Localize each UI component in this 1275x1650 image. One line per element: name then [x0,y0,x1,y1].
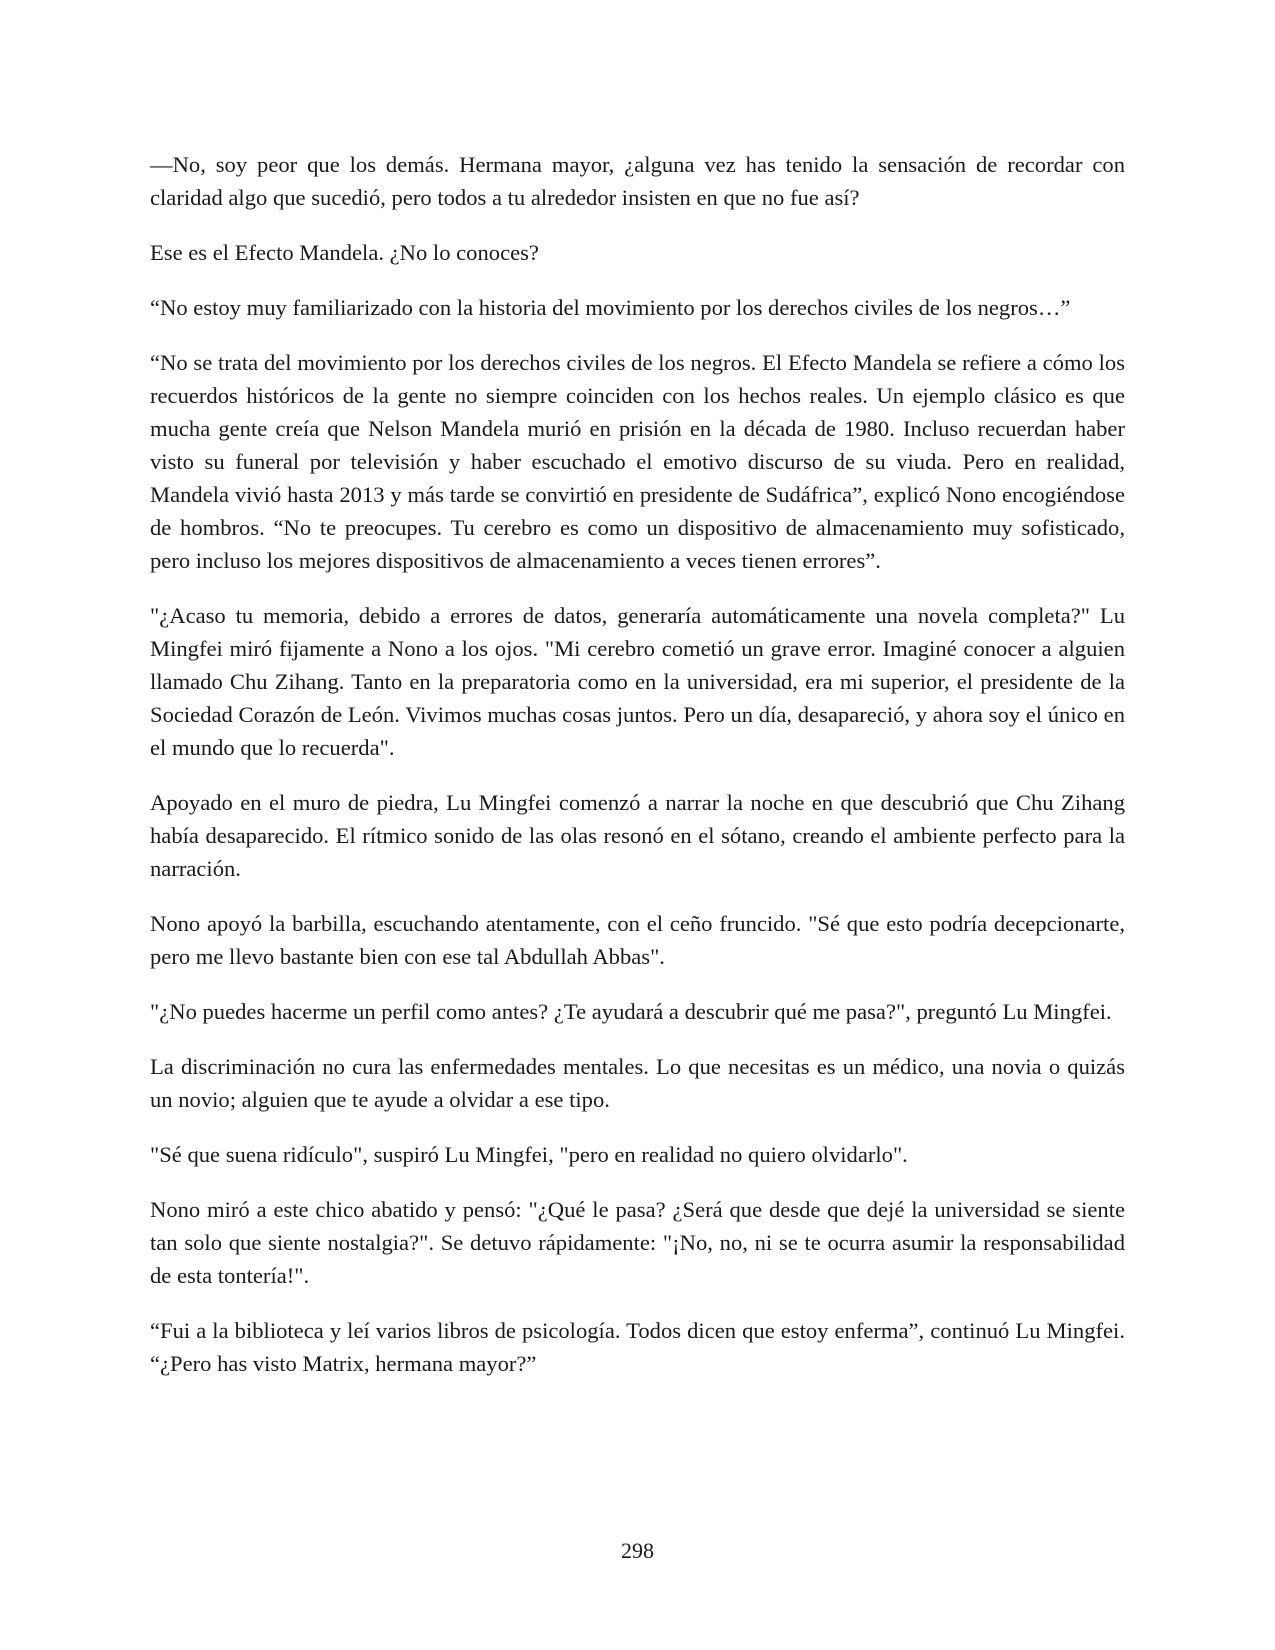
paragraph-5: "¿Acaso tu memoria, debido a errores de datos, generaría automáticamente una novela completa?" Lu Mingfei miró fijamente a Nono a los ojos. "Mi cerebro cometió un grave error. Imaginé conocer a alguien llamado Chu Zihang. Tanto en la preparatoria como en la universidad, era mi superior, el presidente de la Sociedad Corazón de León. Vivimos muchas cosas juntos. Pero un día, desapareció, y ahora soy el único en el mundo que lo recuerda". [150,603,1125,760]
page-body [150,148,1125,1402]
paragraph-12: “Fui a la biblioteca y leí varios libros de psicología. Todos dicen que estoy enferma”, continuó Lu Mingfei. “¿Pero has visto Matrix, hermana mayor?” [150,1318,1125,1376]
paragraph-8: "¿No puedes hacerme un perfil como antes? ¿Te ayudará a descubrir qué me pasa?", preguntó Lu Mingfei. [150,999,1112,1024]
paragraph-9: La discriminación no cura las enfermedades mentales. Lo que necesitas es un médico, una novia o quizás un novio; alguien que te ayude a olvidar a ese tipo. [150,1054,1125,1112]
paragraph-11: Nono miró a este chico abatido y pensó: "¿Qué le pasa? ¿Será que desde que dejé la universidad se siente tan solo que siente nostalgia?". Se detuvo rápidamente: "¡No, no, ni se te ocurra asumir la responsabilidad de esta tontería!". [150,1197,1125,1288]
paragraph-1: —No, soy peor que los demás. Hermana mayor, ¿alguna vez has tenido la sensación de recordar con claridad algo que sucedió, pero todos a tu alrededor insisten en que no fue así? [150,152,1125,210]
paragraph-2: Ese es el Efecto Mandela. ¿No lo conoces? [150,240,539,265]
paragraph-4: “No se trata del movimiento por los derechos civiles de los negros. El Efecto Mandela se refiere a cómo los recuerdos históricos de la gente no siempre coinciden con los hechos reales. Un ejemplo clásico es que mucha gente creía que Nelson Mandela murió en prisión en la década de 1980. Incluso recuerdan haber visto su funeral por televisión y haber escuchado el emotivo discurso de su viuda. Pero en realidad, Mandela vivió hasta 2013 y más tarde se convirtió en presidente de Sudáfrica”, explicó Nono encogiéndose de hombros. “No te preocupes. Tu cerebro es como un dispositivo de almacenamiento muy sofisticado, pero incluso los mejores dispositivos de almacenamiento a veces tienen errores”. [150,350,1125,573]
paragraph-3: “No estoy muy familiarizado con la historia del movimiento por los derechos civiles de los negros…” [150,295,1071,320]
page-number: 298 [621,1538,654,1563]
paragraph-6: Apoyado en el muro de piedra, Lu Mingfei comenzó a narrar la noche en que descubrió que Chu Zihang había desaparecido. El rítmico sonido de las olas resonó en el sótano, creando el ambiente perfecto para la narración. [150,790,1125,881]
paragraph-10: "Sé que suena ridículo", suspiró Lu Mingfei, "pero en realidad no quiero olvidarlo". [150,1142,908,1167]
paragraph-7: Nono apoyó la barbilla, escuchando atentamente, con el ceño fruncido. "Sé que esto podría decepcionarte, pero me llevo bastante bien con ese tal Abdullah Abbas". [150,911,1125,969]
